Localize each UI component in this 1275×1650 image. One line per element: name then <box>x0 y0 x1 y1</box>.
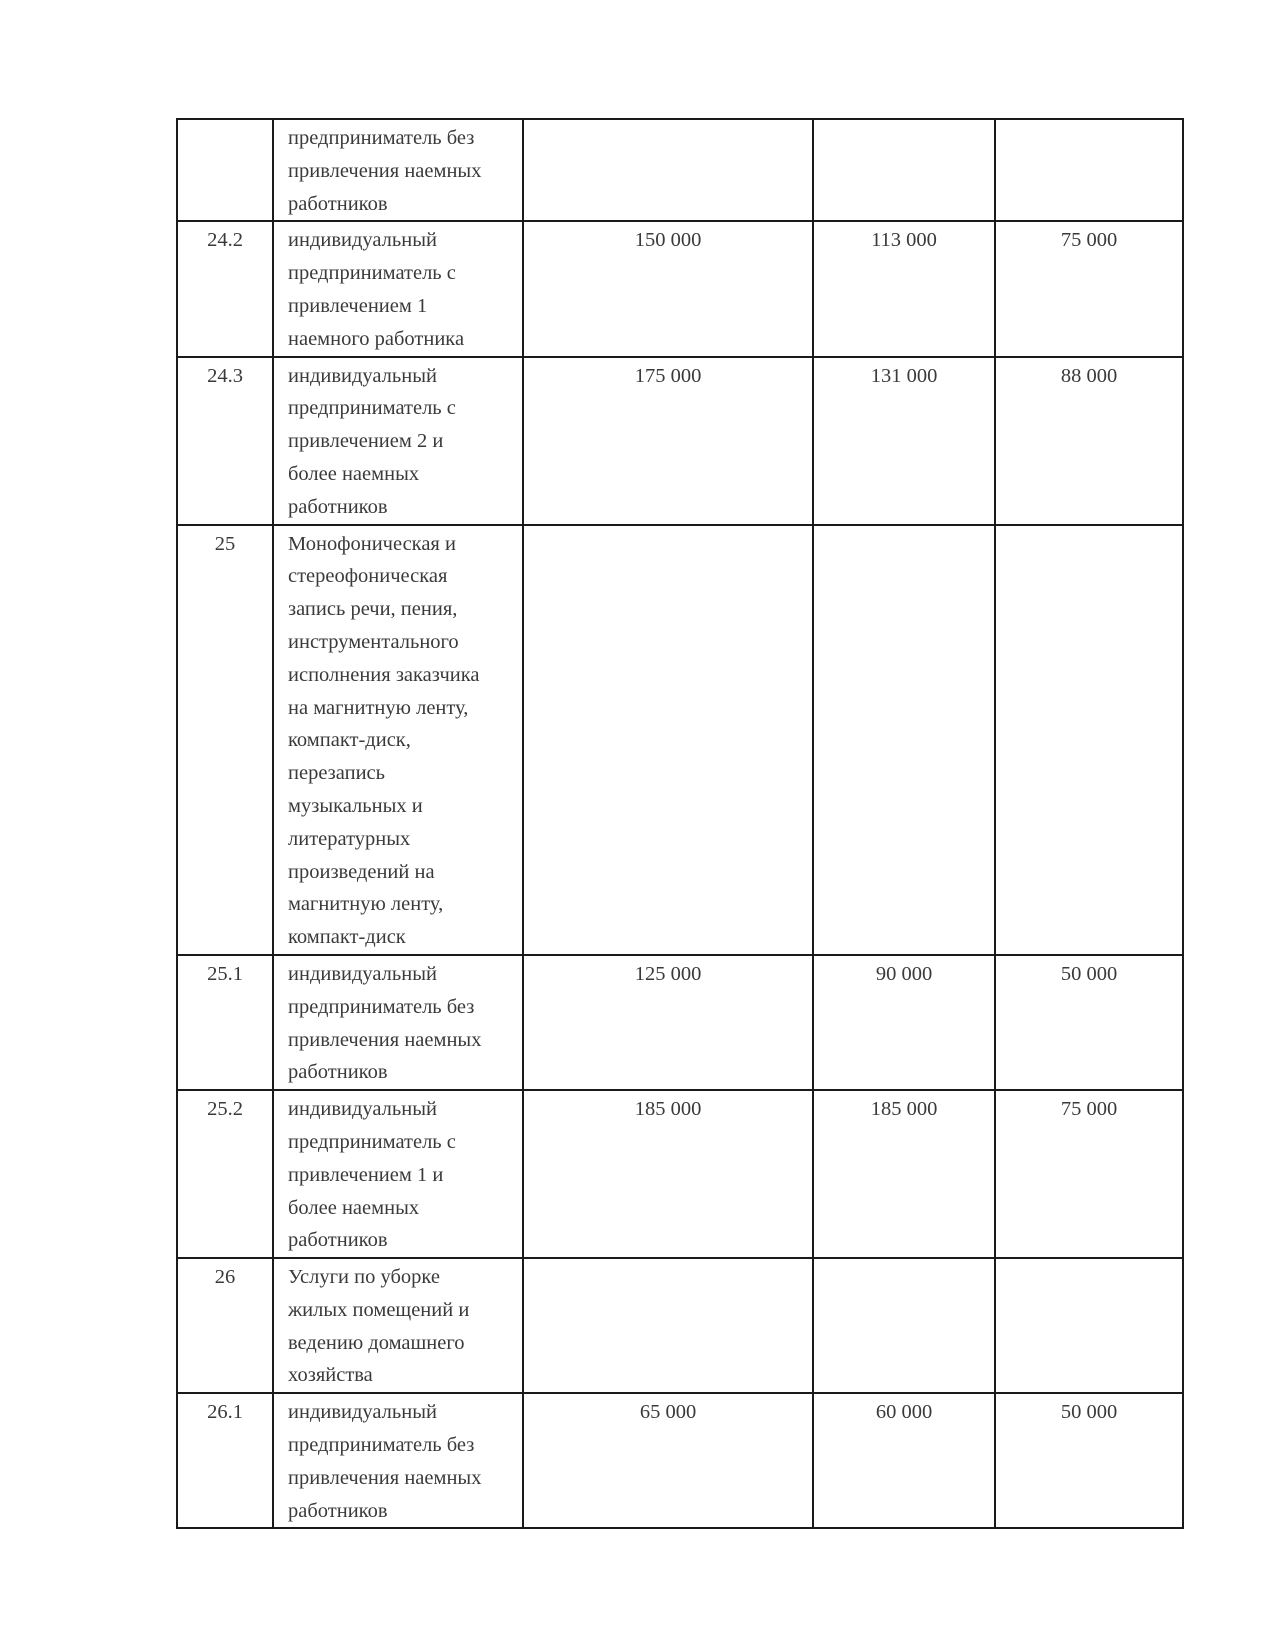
table-row <box>177 1393 1183 1528</box>
amount-cell-2 <box>813 525 995 955</box>
amount-cell-1: 65 000 <box>523 1393 813 1528</box>
description-line: привлечения наемных <box>288 1466 482 1489</box>
description-line: индивидуальный <box>288 962 437 985</box>
description-line: магнитную ленту, <box>288 893 444 916</box>
amount-cell-3 <box>995 1258 1183 1393</box>
description-line: на магнитную ленту, <box>288 696 469 719</box>
description-line: предприниматель с <box>288 1130 456 1153</box>
description-line: компакт-диск <box>288 926 406 949</box>
table-row <box>177 525 1183 955</box>
row-number-cell: 24.2 <box>177 221 273 356</box>
description-line: работников <box>288 1499 388 1522</box>
amount-cell-3: 75 000 <box>995 221 1183 356</box>
description-line: наемного работника <box>288 327 465 350</box>
description-line: Услуги по уборке <box>288 1266 440 1289</box>
table-row <box>177 955 1183 1090</box>
description-line: привлечением 1 <box>288 294 428 317</box>
amount-cell-2 <box>813 119 995 221</box>
table-row <box>177 119 1183 221</box>
description-line: жилых помещений и <box>288 1298 470 1321</box>
row-number-cell: 25 <box>177 525 273 955</box>
amount-cell-1 <box>523 525 813 955</box>
description-line: индивидуальный <box>288 1098 437 1121</box>
amount-cell-1 <box>523 1258 813 1393</box>
amount-cell-2: 60 000 <box>813 1393 995 1528</box>
amount-cell-3: 75 000 <box>995 1090 1183 1258</box>
description-line: хозяйства <box>288 1364 373 1387</box>
description-line: индивидуальный <box>288 364 437 387</box>
row-number-cell: 25.1 <box>177 955 273 1090</box>
description-line: предприниматель без <box>288 1434 475 1457</box>
description-line: работников <box>288 1229 388 1252</box>
description-line: более наемных <box>288 1196 420 1219</box>
amount-cell-1: 175 000 <box>523 357 813 525</box>
description-line: литературных <box>288 827 411 850</box>
amount-cell-3 <box>995 525 1183 955</box>
description-line: индивидуальный <box>288 229 437 252</box>
table-row <box>177 1258 1183 1393</box>
description-line: работников <box>288 495 388 518</box>
description-line: музыкальных и <box>288 794 423 817</box>
amount-cell-2: 113 000 <box>813 221 995 356</box>
description-line: предприниматель без <box>288 995 475 1018</box>
service-description-cell <box>273 1393 523 1528</box>
description-line: привлечения наемных <box>288 159 482 182</box>
description-line: стереофоническая <box>288 565 448 588</box>
description-line: ведению домашнего <box>288 1331 465 1354</box>
amount-cell-1: 150 000 <box>523 221 813 356</box>
service-description-cell <box>273 955 523 1090</box>
description-line: исполнения заказчика <box>288 663 480 686</box>
description-line: запись речи, пения, <box>288 598 458 621</box>
description-line: Монофоническая и <box>288 532 456 555</box>
description-line: индивидуальный <box>288 1401 437 1424</box>
amount-cell-2: 131 000 <box>813 357 995 525</box>
description-line: произведений на <box>288 860 435 883</box>
description-line: перезапись <box>288 762 385 785</box>
amount-cell-3: 50 000 <box>995 955 1183 1090</box>
row-number-cell: 26.1 <box>177 1393 273 1528</box>
description-line: привлечения наемных <box>288 1028 482 1051</box>
service-description-cell <box>273 357 523 525</box>
amount-cell-2: 185 000 <box>813 1090 995 1258</box>
description-line: привлечением 1 и <box>288 1163 444 1186</box>
row-number-cell: 26 <box>177 1258 273 1393</box>
amount-cell-1 <box>523 119 813 221</box>
amount-cell-3 <box>995 119 1183 221</box>
service-description-cell <box>273 1090 523 1258</box>
amount-cell-3: 50 000 <box>995 1393 1183 1528</box>
description-line: предприниматель без <box>288 127 475 149</box>
description-line: работников <box>288 1061 388 1084</box>
service-description-cell <box>273 221 523 356</box>
service-description-cell <box>273 525 523 955</box>
description-line: предприниматель с <box>288 262 456 285</box>
description-line: привлечением 2 и <box>288 430 444 453</box>
row-number-cell <box>177 119 273 221</box>
description-line: инструментального <box>288 630 459 653</box>
amount-cell-1: 125 000 <box>523 955 813 1090</box>
amount-cell-2: 90 000 <box>813 955 995 1090</box>
table-body <box>177 119 1183 1528</box>
service-description-cell <box>273 1258 523 1393</box>
row-number-cell: 25.2 <box>177 1090 273 1258</box>
amount-cell-1: 185 000 <box>523 1090 813 1258</box>
table-row <box>177 1090 1183 1258</box>
amount-cell-3: 88 000 <box>995 357 1183 525</box>
description-line: компакт-диск, <box>288 729 411 752</box>
table-row <box>177 221 1183 356</box>
service-description-cell <box>273 119 523 221</box>
description-line: работников <box>288 192 388 215</box>
amount-cell-2 <box>813 1258 995 1393</box>
row-number-cell: 24.3 <box>177 357 273 525</box>
description-line: предприниматель с <box>288 397 456 420</box>
description-line: более наемных <box>288 462 420 485</box>
table-row <box>177 357 1183 525</box>
tariff-table <box>176 118 1184 1529</box>
